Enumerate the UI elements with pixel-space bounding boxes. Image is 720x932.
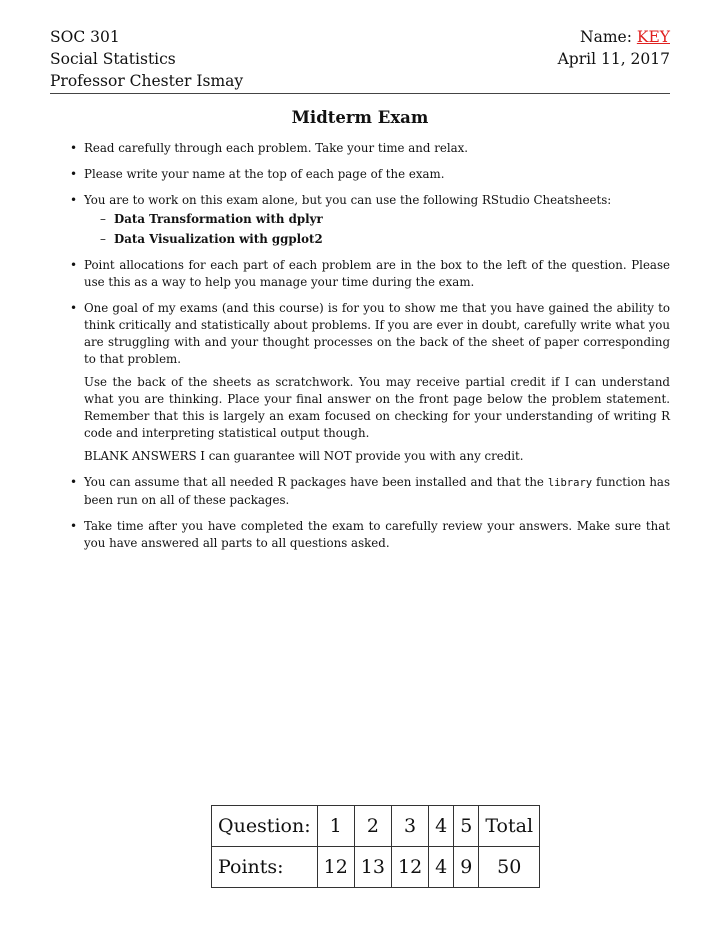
instructions-list xyxy=(70,140,670,561)
points-label: Points: xyxy=(212,847,318,888)
cheatsheet-item: – Data Transformation with dplyr xyxy=(100,212,323,226)
points-row xyxy=(212,847,540,888)
instruction-item: • Please write your name at the top of each page of the exam. xyxy=(70,167,445,181)
bullet-icon: • xyxy=(70,167,78,181)
instruction-item: • You are to work on this exam alone, but you can use the following RStudio Cheatsheets: – Data Transformation with dplyr – Data Visualization with ggplot2 xyxy=(70,192,670,248)
bullet-icon: • xyxy=(70,475,78,489)
points-cell: 12 xyxy=(317,847,354,888)
question-cell: 1 xyxy=(317,806,354,847)
bullet-icon: • xyxy=(70,193,78,207)
name-label: Name: xyxy=(580,28,632,46)
instruction-item: • You can assume that all needed R packages have been installed and that the library function has been run on all of these packages. xyxy=(70,475,671,507)
points-cell: 4 xyxy=(429,847,454,888)
question-cell: 5 xyxy=(454,806,479,847)
question-cell: 3 xyxy=(391,806,428,847)
name-field xyxy=(580,26,670,48)
name-value: KEY xyxy=(636,28,670,46)
bullet-icon: • xyxy=(70,301,78,315)
header-divider xyxy=(50,93,670,94)
course-subject: Social Statistics xyxy=(50,50,176,68)
exam-date: April 11, 2017 xyxy=(557,50,670,68)
code-library: library xyxy=(547,477,593,489)
question-cell: Total xyxy=(479,806,540,847)
question-cell: 4 xyxy=(429,806,454,847)
cheatsheet-list xyxy=(100,211,670,248)
question-cell: 2 xyxy=(354,806,391,847)
grade-table xyxy=(211,805,540,888)
points-cell: 50 xyxy=(479,847,540,888)
points-cell: 13 xyxy=(354,847,391,888)
question-label: Question: xyxy=(212,806,318,847)
bullet-icon: • xyxy=(70,141,78,155)
bullet-icon: • xyxy=(70,519,78,533)
instruction-item: • Take time after you have completed the exam to carefully review your answers. Make sure that you have answered all parts to all questions asked. xyxy=(70,519,670,550)
cheatsheet-item: – Data Visualization with ggplot2 xyxy=(100,232,323,246)
instruction-item: • One goal of my exams (and this course) is for you to show me that you have gained the ability to think critically and statistically about problems. If you are ever in doubt, carefully write what you are struggling with and your thought processes on the back of the sheet of paper corresponding to that problem. Use the back of the sheets as scratchwork. You may receive partial credit if I can understand what you are thinking. Place your final answer on the front page below the problem statement. Remember that this is largely an exam focused on checking for your understanding of writing R code and interpreting statistical output though. BLANK ANSWERS I can guarantee will NOT provide you with any credit. xyxy=(70,301,670,463)
instruction-item: • Read carefully through each problem. Take your time and relax. xyxy=(70,141,469,155)
question-row xyxy=(212,806,540,847)
course-code: SOC 301 xyxy=(50,28,120,46)
instruction-item: • Point allocations for each part of each problem are in the box to the left of the question. Please use this as a way to help you manage your time during the exam. xyxy=(70,258,670,289)
exam-header xyxy=(50,26,670,92)
points-cell: 12 xyxy=(391,847,428,888)
points-cell: 9 xyxy=(454,847,479,888)
professor-name: Professor Chester Ismay xyxy=(50,72,244,90)
page-title: Midterm Exam xyxy=(291,108,429,127)
bullet-icon: • xyxy=(70,258,78,272)
